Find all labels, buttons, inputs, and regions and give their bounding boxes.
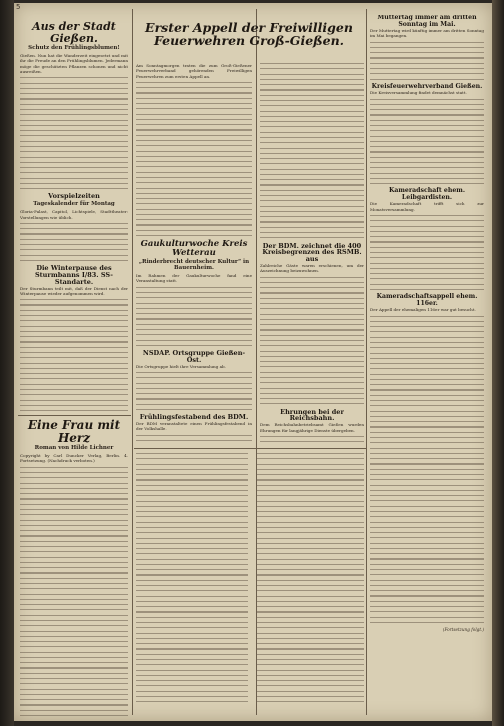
text-lines bbox=[260, 436, 364, 443]
article-reichsbahn: Dem Reichsbahnbetriebsamt Gießen wurden Ehrungen für langjährige Dienste übergeben. bbox=[260, 422, 364, 433]
page-number: 5 bbox=[16, 3, 21, 11]
article-sturmbann: Der Sturmbann teilt mit, daß der Dienst nach der Winterpause wieder aufgenommen wird. bbox=[20, 285, 128, 296]
column-rule bbox=[366, 9, 367, 715]
headline-bdm-fest: Frühlingsfestabend des BDM. bbox=[139, 413, 249, 422]
text-lines bbox=[370, 99, 484, 185]
article-roman: Copyright by Carl Duncker Verlag, Berlin. 4. Fortsetzung. (Nachdruck verboten.) bbox=[20, 453, 128, 464]
text-lines bbox=[20, 467, 128, 716]
subheadline-gaukultur: „Rinderbrecht deutscher Kultur“ in Bauernheim. bbox=[138, 259, 250, 272]
text-lines bbox=[370, 215, 484, 290]
novel-continuation bbox=[136, 453, 364, 715]
article-vorspiel: Gloria-Palast, Capitol, Lichtspiele, Stadttheater: Vorstellungen wie üblich. bbox=[20, 209, 128, 220]
continuation-note: (Fortsetzung folgt.) bbox=[442, 627, 484, 633]
column-1-top bbox=[20, 21, 128, 413]
article-feuerwehr: Am Sonntagmorgen traten die zum Groß-Gießener Feuerwehrverband gehörenden Freiwilligen Feuerwehren zum ersten Appell an. bbox=[136, 63, 252, 79]
text-lines bbox=[20, 223, 128, 261]
text-lines bbox=[136, 287, 252, 346]
article-bdm-fest: Der BDM veranstaltete einen Frühlingsfestabend in der Volkshalle. bbox=[136, 421, 252, 432]
headline-bdm-kreis: Der BDM. zeichnet die 400 Kreisbegrenzen des RSMB. aus bbox=[262, 241, 362, 264]
headline-gaukultur: Gaukulturwoche Kreis Wetterau bbox=[140, 239, 248, 259]
subheadline-vorspiel: Tageskalender für Montag bbox=[33, 201, 115, 208]
text-lines bbox=[370, 316, 484, 623]
article-gaukultur: Im Rahmen der Gaukulturwoche fand eine Veranstaltung statt. bbox=[136, 273, 252, 284]
headline-kreisfeuerwehr: Kreisfeuerwehrverband Gießen. bbox=[371, 82, 483, 90]
text-lines bbox=[136, 453, 248, 707]
text-lines bbox=[20, 77, 128, 189]
article-nsdap: Die Ortsgruppe hielt ihre Versammlung ab. bbox=[136, 363, 226, 369]
column-rule bbox=[132, 9, 133, 715]
text-lines bbox=[136, 82, 252, 236]
subheadline-flowers: Schutz den Frühlingsblumen! bbox=[28, 45, 120, 52]
headline-feuerwehr: Erster Appell der Freiwilligen Feuerwehren Groß-Gießen. bbox=[145, 20, 353, 49]
headline-sturmbann: Die Winterpause des Sturmbanns I/83. SS-Standarte. bbox=[34, 264, 114, 286]
article-116er: Der Appell der ehemaligen 116er war gut besucht. bbox=[370, 307, 476, 313]
text-lines bbox=[260, 277, 364, 405]
text-lines bbox=[136, 435, 252, 443]
text-lines bbox=[20, 299, 128, 413]
text-lines bbox=[370, 42, 484, 80]
text-lines bbox=[260, 63, 364, 238]
headline-city: Aus der Stadt Gießen. bbox=[32, 21, 116, 45]
article-muttertag: Der Muttertag wird künftig immer am dritten Sonntag im Mai begangen. bbox=[370, 28, 484, 39]
headline-reichsbahn: Ehrungen bei der Reichsbahn. bbox=[280, 407, 344, 423]
text-lines bbox=[136, 372, 252, 410]
page-edge bbox=[492, 0, 504, 726]
headline-nsdap: NSDAP. Ortsgruppe Gießen-Ost. bbox=[142, 349, 246, 364]
newspaper-page bbox=[14, 3, 492, 721]
section-rule bbox=[134, 448, 366, 449]
article-leibgardisten: Die Kameradschaft trifft sich zur Monatsversammlung. bbox=[370, 201, 484, 212]
article-bdm-kreis: Zahlreiche Gäste waren erschienen, um der Auszeichnung beizuwohnen. bbox=[260, 263, 364, 274]
column-3 bbox=[260, 63, 364, 443]
text-lines bbox=[256, 453, 364, 707]
binding bbox=[0, 0, 14, 726]
article-flowers: Gießen. Nun hat die Wanderzeit eingesetzt und mit ihr die Freude an den Frühlingsblumen. Jedermann möge die geschützten Pflanzen schonen und nicht ausreißen. bbox=[20, 53, 128, 74]
column-2 bbox=[136, 63, 252, 443]
headline-roman: Eine Frau mit Herz bbox=[27, 419, 121, 445]
headline-vorspiel: Vorspielzeiten bbox=[48, 192, 100, 201]
headline-leibgardisten: Kameradschaft ehem. Leibgardisten. bbox=[389, 187, 465, 201]
article-kreisfeuerwehr: Die Kreisversammlung findet demnächst statt. bbox=[370, 90, 467, 96]
headline-116er: Kameradschaftsappell ehem. 116er. bbox=[376, 293, 478, 307]
headline-muttertag: Muttertag immer am dritten Sonntag im Mai. bbox=[377, 15, 477, 28]
section-rule bbox=[18, 415, 131, 416]
column-4 bbox=[370, 15, 484, 717]
subheadline-roman: Roman von Hilde Lichner bbox=[34, 445, 114, 452]
column-1-bottom bbox=[20, 419, 128, 717]
